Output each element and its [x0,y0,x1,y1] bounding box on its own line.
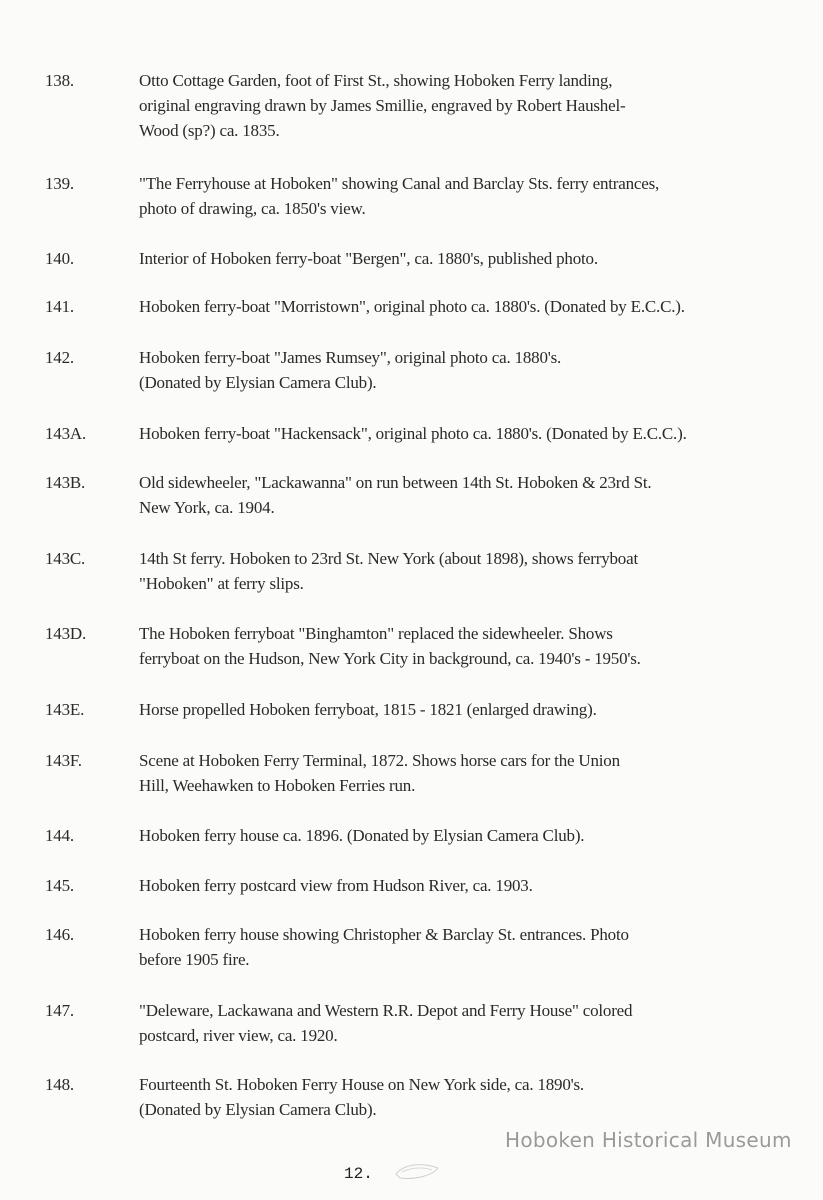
entry-line: "Hoboken" at ferry slips. [139,574,304,593]
entry-number: 143E. [45,700,85,719]
entry-line: original engraving drawn by James Smillie, engraved by Robert Haushel- [139,96,626,115]
entry-line: ferryboat on the Hudson, New York City in background, ca. 1940's - 1950's. [139,649,641,668]
entry-number: 141. [45,297,74,316]
entry-line: photo of drawing, ca. 1850's view. [139,199,366,218]
entry-number: 139. [45,174,74,193]
entry-number: 138. [45,71,74,90]
entry-description [139,345,779,395]
entry-description [139,171,779,221]
entry-line: The Hoboken ferryboat "Binghamton" replaced the sidewheeler. Shows [139,624,613,643]
entry-description [139,873,779,898]
entry-description [139,470,779,520]
entry-line: (Donated by Elysian Camera Club). [139,373,377,392]
entry-line: Old sidewheeler, "Lackawanna" on run between 14th St. Hoboken & 23rd St. [139,473,652,492]
entry-line: Fourteenth St. Hoboken Ferry House on New York side, ca. 1890's. [139,1075,584,1094]
entry-line: Horse propelled Hoboken ferryboat, 1815 - 1821 (enlarged drawing). [139,700,597,719]
entry-line: Hoboken ferry-boat "Hackensack", original photo ca. 1880's. (Donated by E.C.C.). [139,424,687,443]
entry-number: 148. [45,1075,74,1094]
entry-line: Hoboken ferry postcard view from Hudson River, ca. 1903. [139,876,533,895]
entry-description [139,294,779,319]
museum-watermark: Hoboken Historical Museum [505,1128,792,1152]
entry-number: 147. [45,1001,74,1020]
entry-line: postcard, river view, ca. 1920. [139,1026,338,1045]
entry-line: Hoboken ferry-boat "Morristown", original photo ca. 1880's. (Donated by E.C.C.). [139,297,685,316]
entry-line: Scene at Hoboken Ferry Terminal, 1872. Shows horse cars for the Union [139,751,620,770]
entry-number: 143F. [45,751,82,770]
entry-line: Interior of Hoboken ferry-boat "Bergen", ca. 1880's, published photo. [139,249,598,268]
entry-description [139,748,779,798]
entry-line: Hill, Weehawken to Hoboken Ferries run. [139,776,416,795]
entry-number: 140. [45,249,74,268]
entry-line: "Deleware, Lackawana and Western R.R. Depot and Ferry House" colored [139,1001,633,1020]
entry-description [139,823,779,848]
entry-line: (Donated by Elysian Camera Club). [139,1100,377,1119]
entry-line: 14th St ferry. Hoboken to 23rd St. New York (about 1898), shows ferryboat [139,549,638,568]
page-number: 12. [344,1165,373,1183]
entry-number: 145. [45,876,74,895]
entry-number: 143C. [45,549,86,568]
scan-smudge-icon [392,1158,444,1184]
entry-description [139,998,779,1048]
entry-line: Otto Cottage Garden, foot of First St., showing Hoboken Ferry landing, [139,71,613,90]
entry-line: before 1905 fire. [139,950,250,969]
entry-description [139,68,779,143]
entry-line: Hoboken ferry house ca. 1896. (Donated by Elysian Camera Club). [139,826,585,845]
entry-description [139,697,779,722]
entry-description [139,621,779,671]
entry-number: 144. [45,826,74,845]
entry-line: Hoboken ferry-boat "James Rumsey", original photo ca. 1880's. [139,348,562,367]
entry-number: 142. [45,348,74,367]
entry-number: 143A. [45,424,87,443]
entry-line: New York, ca. 1904. [139,498,275,517]
entry-description [139,922,779,972]
entry-line: Hoboken ferry house showing Christopher & Barclay St. entrances. Photo [139,925,629,944]
entry-number: 143D. [45,624,87,643]
entry-description [139,421,779,446]
entry-description [139,546,779,596]
entry-number: 143B. [45,473,86,492]
entry-line: "The Ferryhouse at Hoboken" showing Canal and Barclay Sts. ferry entrances, [139,174,660,193]
entry-line: Wood (sp?) ca. 1835. [139,121,280,140]
entry-description [139,246,779,271]
entry-description [139,1072,779,1122]
entry-number: 146. [45,925,74,944]
